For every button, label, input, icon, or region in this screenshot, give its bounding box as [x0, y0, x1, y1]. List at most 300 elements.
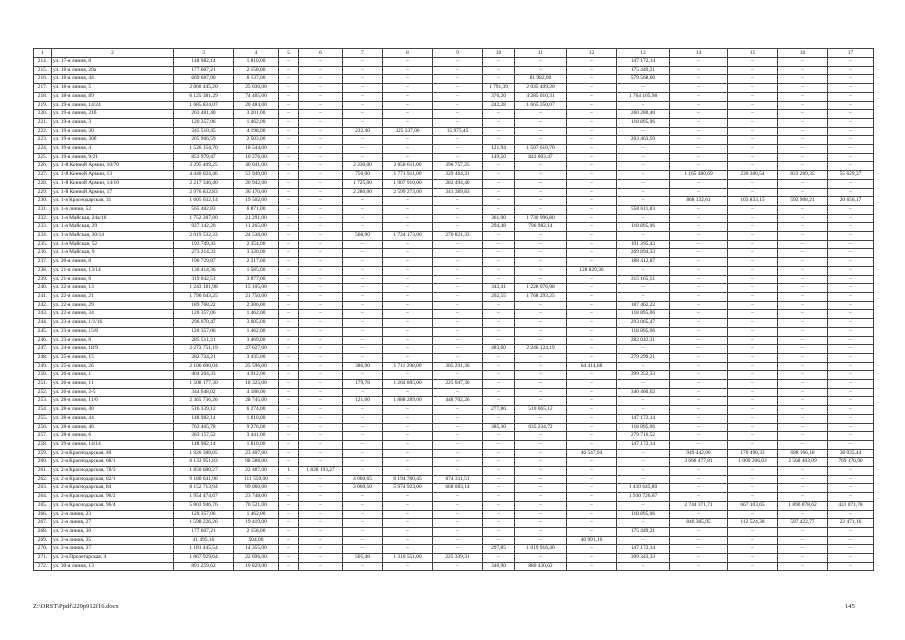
- row-number-cell: 246.: [34, 336, 52, 345]
- table-row: [34, 536, 874, 545]
- value-cell: –: [433, 423, 483, 432]
- value-cell: –: [567, 58, 617, 67]
- value-cell: –: [343, 284, 383, 293]
- value-cell: –: [279, 301, 299, 310]
- value-cell: –: [299, 414, 343, 423]
- table-row: [34, 362, 874, 371]
- value-cell: –: [383, 266, 433, 275]
- value-cell: –: [728, 440, 778, 449]
- table-row: [34, 127, 874, 136]
- value-cell: –: [279, 414, 299, 423]
- value-cell: –: [433, 458, 483, 467]
- value-cell: 2 158,00: [234, 527, 279, 536]
- row-number-cell: 255.: [34, 414, 52, 423]
- table-row: [34, 353, 874, 362]
- value-cell: –: [515, 275, 567, 284]
- value-cell: –: [299, 179, 343, 188]
- value-cell: –: [383, 136, 433, 145]
- value-cell: –: [433, 440, 483, 449]
- value-cell: 1 752 287,80: [174, 214, 234, 223]
- value-cell: 2 317,00: [234, 258, 279, 267]
- value-cell: –: [567, 127, 617, 136]
- address-cell: ул. 2-я Краснодарская, 40: [52, 449, 174, 458]
- row-number-cell: 253.: [34, 397, 52, 406]
- address-cell: ул. 1-й Конной Армии, 13: [52, 171, 174, 180]
- table-row: [34, 527, 874, 536]
- value-cell: –: [728, 75, 778, 84]
- row-number-cell: 223.: [34, 136, 52, 145]
- value-cell: –: [670, 118, 728, 127]
- value-cell: –: [279, 110, 299, 119]
- row-number-cell: 260.: [34, 458, 52, 467]
- value-cell: 283 157,52: [174, 432, 234, 441]
- value-cell: 282 042,31: [617, 336, 670, 345]
- value-cell: –: [778, 493, 828, 502]
- value-cell: 118 895,06: [617, 223, 670, 232]
- row-number-cell: 227.: [34, 171, 52, 180]
- value-cell: –: [483, 336, 515, 345]
- value-cell: 1 009 206,03: [728, 458, 778, 467]
- value-cell: 2 035 409,20: [515, 84, 567, 93]
- value-cell: 4 285 010,31: [515, 92, 567, 101]
- value-cell: –: [483, 171, 515, 180]
- value-cell: –: [433, 275, 483, 284]
- value-cell: –: [617, 536, 670, 545]
- value-cell: –: [343, 388, 383, 397]
- value-cell: –: [279, 475, 299, 484]
- value-cell: –: [828, 414, 874, 423]
- value-cell: –: [515, 232, 567, 241]
- value-cell: –: [299, 406, 343, 415]
- value-cell: 1 685 834,07: [174, 101, 234, 110]
- value-cell: –: [617, 397, 670, 406]
- footer-file-path: Z:\ORST\Ppdf\229p912f16.docx: [33, 603, 119, 610]
- value-cell: 293 065,47: [617, 319, 670, 328]
- value-cell: 64 414,68: [567, 362, 617, 371]
- value-cell: –: [433, 449, 483, 458]
- value-cell: 1 462,00: [234, 118, 279, 127]
- row-number-cell: 268.: [34, 527, 52, 536]
- value-cell: –: [778, 153, 828, 162]
- value-cell: 1 181 445,54: [174, 545, 234, 554]
- value-cell: 179,78: [343, 380, 383, 389]
- value-cell: –: [433, 66, 483, 75]
- value-cell: –: [515, 440, 567, 449]
- value-cell: 1 907 910,00: [383, 179, 433, 188]
- row-number-cell: 259.: [34, 449, 52, 458]
- value-cell: –: [728, 353, 778, 362]
- value-cell: 2 365 736,26: [174, 397, 234, 406]
- value-cell: 285 511,31: [174, 336, 234, 345]
- value-cell: 103 833,15: [728, 197, 778, 206]
- address-cell: ул. 19-я линия, 3: [52, 118, 174, 127]
- value-cell: –: [343, 118, 383, 127]
- value-cell: –: [383, 197, 433, 206]
- value-cell: –: [728, 371, 778, 380]
- value-cell: –: [279, 362, 299, 371]
- value-cell: –: [483, 136, 515, 145]
- value-cell: –: [828, 232, 874, 241]
- value-cell: –: [279, 223, 299, 232]
- value-cell: –: [299, 388, 343, 397]
- value-cell: 1 165 480,69: [670, 171, 728, 180]
- value-cell: 769 176,90: [828, 458, 874, 467]
- value-cell: –: [670, 484, 728, 493]
- value-cell: –: [483, 484, 515, 493]
- value-cell: –: [343, 467, 383, 476]
- table-row: [34, 397, 874, 406]
- value-cell: –: [299, 153, 343, 162]
- address-cell: ул. 18-я линия, 44: [52, 75, 174, 84]
- address-cell: ул. 1-я Краснодарская, 31: [52, 197, 174, 206]
- value-cell: –: [433, 197, 483, 206]
- value-cell: 25 596,00: [234, 362, 279, 371]
- value-cell: –: [343, 501, 383, 510]
- value-cell: 1 310 551,00: [383, 554, 433, 563]
- value-cell: 2 060 445,20: [174, 84, 234, 93]
- value-cell: –: [778, 336, 828, 345]
- value-cell: 1 019 916,40: [515, 545, 567, 554]
- value-cell: –: [670, 336, 728, 345]
- value-cell: –: [567, 197, 617, 206]
- row-number-cell: 272.: [34, 562, 52, 571]
- value-cell: 1 526 154,70: [174, 145, 234, 154]
- value-cell: –: [828, 475, 874, 484]
- value-cell: –: [433, 545, 483, 554]
- value-cell: 177 607,21: [174, 527, 234, 536]
- table-row: [34, 562, 874, 571]
- value-cell: 1 791,39: [483, 84, 515, 93]
- value-cell: –: [483, 458, 515, 467]
- column-header: 4: [234, 49, 279, 58]
- value-cell: –: [515, 301, 567, 310]
- value-cell: –: [433, 493, 483, 502]
- value-cell: –: [383, 153, 433, 162]
- value-cell: –: [828, 545, 874, 554]
- value-cell: –: [299, 223, 343, 232]
- row-number-cell: 262.: [34, 475, 52, 484]
- value-cell: –: [483, 493, 515, 502]
- value-cell: –: [567, 562, 617, 571]
- table-row: [34, 336, 874, 345]
- value-cell: 99 060,00: [234, 484, 279, 493]
- table-row: [34, 188, 874, 197]
- value-cell: –: [617, 197, 670, 206]
- value-cell: –: [778, 440, 828, 449]
- value-cell: –: [567, 240, 617, 249]
- value-cell: –: [728, 292, 778, 301]
- value-cell: –: [433, 310, 483, 319]
- table-row: [34, 110, 874, 119]
- column-header: 9: [433, 49, 483, 58]
- value-cell: –: [483, 110, 515, 119]
- value-cell: –: [279, 406, 299, 415]
- value-cell: 3 469,00: [234, 336, 279, 345]
- value-cell: –: [343, 75, 383, 84]
- value-cell: –: [778, 536, 828, 545]
- address-cell: ул. 19-я линия, 14/24: [52, 101, 174, 110]
- value-cell: 191 395,43: [617, 240, 670, 249]
- value-cell: –: [279, 292, 299, 301]
- value-cell: –: [670, 554, 728, 563]
- value-cell: –: [778, 406, 828, 415]
- value-cell: –: [828, 266, 874, 275]
- value-cell: –: [567, 432, 617, 441]
- value-cell: 340 460,02: [617, 388, 670, 397]
- value-cell: 120 357,06: [174, 327, 234, 336]
- value-cell: –: [279, 493, 299, 502]
- value-cell: 385,30: [483, 423, 515, 432]
- value-cell: 343,41: [483, 284, 515, 293]
- value-cell: –: [383, 536, 433, 545]
- value-cell: 6 871,00: [234, 205, 279, 214]
- value-cell: –: [433, 501, 483, 510]
- value-cell: –: [279, 562, 299, 571]
- table-row: [34, 162, 874, 171]
- row-number-cell: 257.: [34, 432, 52, 441]
- value-cell: 833 289,35: [778, 171, 828, 180]
- value-cell: –: [728, 510, 778, 519]
- value-cell: 269 894,33: [617, 249, 670, 258]
- value-cell: –: [433, 153, 483, 162]
- value-cell: –: [778, 179, 828, 188]
- value-cell: 148 982,14: [174, 440, 234, 449]
- value-cell: –: [299, 336, 343, 345]
- table-row: [34, 423, 874, 432]
- value-cell: 46 547,04: [567, 449, 617, 458]
- table-row: [34, 223, 874, 232]
- value-cell: –: [299, 458, 343, 467]
- address-cell: ул. 26-я линия, 11: [52, 380, 174, 389]
- value-cell: 1 462,00: [234, 310, 279, 319]
- table-row: [34, 232, 874, 241]
- value-cell: 1 724 173,00: [383, 232, 433, 241]
- value-cell: –: [483, 371, 515, 380]
- value-cell: –: [483, 527, 515, 536]
- value-cell: –: [778, 510, 828, 519]
- value-cell: –: [433, 249, 483, 258]
- value-cell: 1 598 226,26: [174, 519, 234, 528]
- value-cell: –: [515, 554, 567, 563]
- value-cell: –: [343, 266, 383, 275]
- value-cell: –: [383, 327, 433, 336]
- value-cell: –: [778, 388, 828, 397]
- value-cell: –: [670, 319, 728, 328]
- value-cell: 516 339,12: [174, 406, 234, 415]
- value-cell: –: [299, 284, 343, 293]
- value-cell: 27 627,00: [234, 345, 279, 354]
- value-cell: 1 730 996,80: [515, 214, 567, 223]
- value-cell: –: [483, 205, 515, 214]
- value-cell: –: [617, 188, 670, 197]
- value-cell: –: [343, 292, 383, 301]
- value-cell: 319 042,51: [174, 275, 234, 284]
- value-cell: –: [483, 397, 515, 406]
- value-cell: –: [567, 545, 617, 554]
- value-cell: –: [567, 275, 617, 284]
- value-cell: –: [828, 336, 874, 345]
- value-cell: –: [567, 527, 617, 536]
- address-cell: ул. 23-я линия, 15/8: [52, 327, 174, 336]
- value-cell: 1 771 911,00: [383, 171, 433, 180]
- value-cell: 1 711 298,00: [383, 362, 433, 371]
- value-cell: –: [617, 406, 670, 415]
- value-cell: 18 325,00: [234, 380, 279, 389]
- value-cell: –: [567, 519, 617, 528]
- value-cell: –: [343, 214, 383, 223]
- address-cell: ул. 18-я линия, 89: [52, 92, 174, 101]
- value-cell: 2 330,00: [343, 162, 383, 171]
- value-cell: 81 982,00: [515, 75, 567, 84]
- value-cell: –: [778, 432, 828, 441]
- value-cell: –: [728, 232, 778, 241]
- row-number-cell: 238.: [34, 266, 52, 275]
- value-cell: –: [299, 110, 343, 119]
- value-cell: –: [828, 127, 874, 136]
- value-cell: –: [567, 484, 617, 493]
- value-cell: –: [279, 197, 299, 206]
- row-number-cell: 250.: [34, 371, 52, 380]
- table-row: [34, 554, 874, 563]
- address-cell: ул. 19-я линия, 9/21: [52, 153, 174, 162]
- value-cell: –: [515, 327, 567, 336]
- value-cell: –: [778, 188, 828, 197]
- value-cell: –: [279, 545, 299, 554]
- value-cell: –: [299, 84, 343, 93]
- value-cell: –: [567, 214, 617, 223]
- value-cell: –: [670, 345, 728, 354]
- value-cell: 386,90: [343, 362, 383, 371]
- value-cell: –: [828, 310, 874, 319]
- row-number-cell: 218.: [34, 92, 52, 101]
- data-table: [33, 48, 874, 571]
- value-cell: 2 019 532,33: [174, 232, 234, 241]
- table-row: [34, 458, 874, 467]
- table-row: [34, 205, 874, 214]
- value-cell: –: [567, 110, 617, 119]
- value-cell: –: [617, 284, 670, 293]
- value-cell: –: [343, 101, 383, 110]
- value-cell: –: [383, 353, 433, 362]
- address-cell: ул. 1-й Конной Армии, 10/70: [52, 162, 174, 171]
- value-cell: –: [828, 66, 874, 75]
- value-cell: –: [279, 371, 299, 380]
- value-cell: –: [483, 467, 515, 476]
- value-cell: –: [433, 527, 483, 536]
- value-cell: –: [728, 84, 778, 93]
- value-cell: –: [279, 162, 299, 171]
- value-cell: –: [670, 284, 728, 293]
- value-cell: –: [279, 84, 299, 93]
- table-row: [34, 92, 874, 101]
- table-row: [34, 118, 874, 127]
- value-cell: –: [383, 449, 433, 458]
- value-cell: –: [343, 301, 383, 310]
- table-row: [34, 510, 874, 519]
- value-cell: –: [299, 554, 343, 563]
- row-number-cell: 256.: [34, 423, 52, 432]
- value-cell: –: [778, 371, 828, 380]
- value-cell: 118 895,06: [617, 327, 670, 336]
- table-row: [34, 266, 874, 275]
- value-cell: –: [567, 301, 617, 310]
- address-cell: ул. 2-я линия, 30: [52, 527, 174, 536]
- value-cell: –: [828, 145, 874, 154]
- value-cell: –: [483, 75, 515, 84]
- column-header: 12: [567, 49, 617, 58]
- value-cell: 22 696,00: [234, 554, 279, 563]
- value-cell: –: [728, 205, 778, 214]
- value-cell: 18 544,00: [234, 145, 279, 154]
- value-cell: –: [383, 240, 433, 249]
- row-number-cell: 251.: [34, 380, 52, 389]
- value-cell: –: [433, 353, 483, 362]
- value-cell: –: [728, 562, 778, 571]
- value-cell: –: [670, 432, 728, 441]
- value-cell: 309 343,33: [617, 554, 670, 563]
- value-cell: –: [567, 475, 617, 484]
- value-cell: –: [343, 493, 383, 502]
- value-cell: –: [343, 58, 383, 67]
- value-cell: –: [343, 145, 383, 154]
- value-cell: –: [433, 258, 483, 267]
- table-row: [34, 519, 874, 528]
- value-cell: 505,48: [343, 554, 383, 563]
- value-cell: –: [279, 240, 299, 249]
- value-cell: 568,90: [343, 232, 383, 241]
- value-cell: –: [778, 110, 828, 119]
- value-cell: –: [617, 162, 670, 171]
- value-cell: –: [670, 258, 728, 267]
- value-cell: –: [515, 397, 567, 406]
- value-cell: 121,00: [343, 397, 383, 406]
- table-row: [34, 101, 874, 110]
- row-number-cell: 269.: [34, 536, 52, 545]
- value-cell: –: [670, 92, 728, 101]
- value-cell: –: [343, 510, 383, 519]
- value-cell: 843 603,47: [515, 153, 567, 162]
- address-cell: ул. 22-я линия, 34: [52, 310, 174, 319]
- value-cell: –: [279, 249, 299, 258]
- value-cell: –: [778, 397, 828, 406]
- value-cell: 868 132,61: [670, 197, 728, 206]
- row-number-cell: 254.: [34, 406, 52, 415]
- value-cell: –: [299, 292, 343, 301]
- value-cell: –: [728, 58, 778, 67]
- value-cell: 279 716,52: [617, 432, 670, 441]
- value-cell: –: [617, 292, 670, 301]
- value-cell: 315 165,51: [617, 275, 670, 284]
- value-cell: –: [383, 84, 433, 93]
- value-cell: –: [728, 327, 778, 336]
- value-cell: –: [828, 301, 874, 310]
- value-cell: –: [778, 327, 828, 336]
- value-cell: –: [728, 92, 778, 101]
- value-cell: –: [383, 92, 433, 101]
- value-cell: 273 214,33: [174, 249, 234, 258]
- value-cell: –: [567, 397, 617, 406]
- value-cell: 5 803 946,76: [174, 501, 234, 510]
- value-cell: –: [515, 380, 567, 389]
- value-cell: 8 152 713,94: [174, 484, 234, 493]
- value-cell: 1 810,00: [234, 58, 279, 67]
- column-header: 3: [174, 49, 234, 58]
- value-cell: –: [343, 423, 383, 432]
- value-cell: 147 172,14: [617, 414, 670, 423]
- value-cell: 1 508 177,30: [174, 380, 234, 389]
- value-cell: –: [433, 371, 483, 380]
- value-cell: –: [343, 345, 383, 354]
